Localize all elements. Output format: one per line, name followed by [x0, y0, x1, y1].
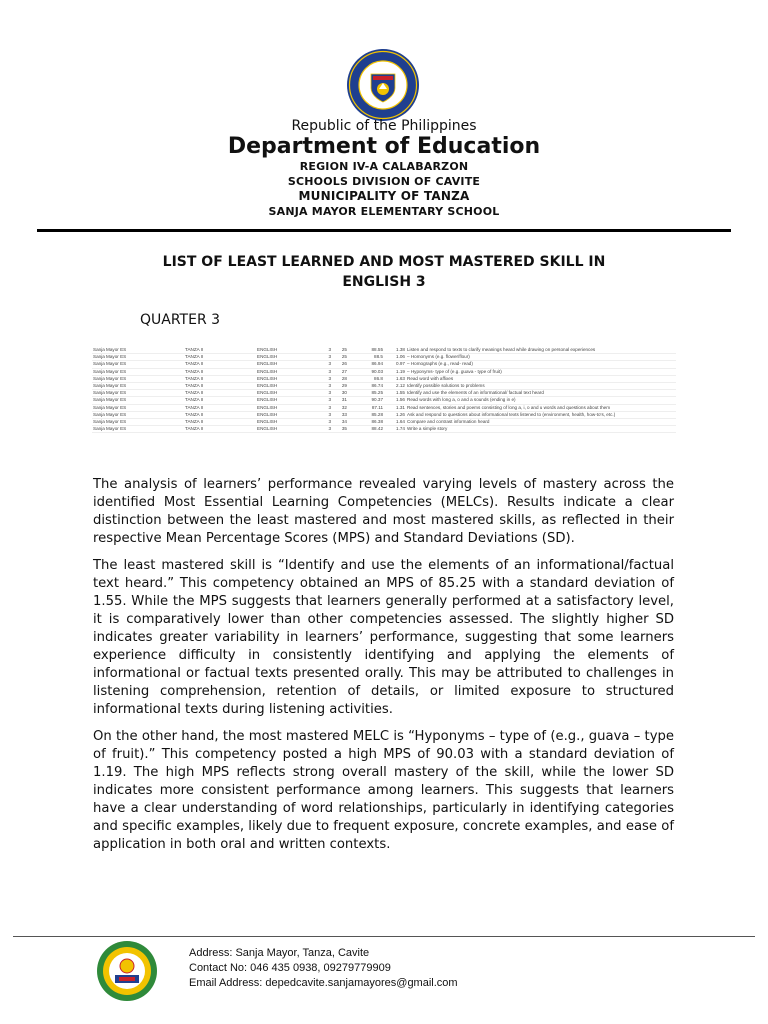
table-cell: Read sentences, stories and poems consisting of long a, i, o and u words and questions about them — [406, 404, 676, 411]
table-cell: 3 — [316, 397, 332, 404]
table-row — [92, 426, 676, 433]
table-cell: ENGLISH — [256, 397, 316, 404]
school-logo — [96, 940, 158, 1002]
table-cell: 1.38 — [384, 347, 406, 354]
republic-heading: Republic of the Philippines — [291, 118, 477, 134]
table-cell: TANZA II — [184, 382, 256, 389]
table-cell: – Hyponyms- type of (e.g. guava - type of fruit) — [406, 368, 676, 375]
title-line-1: LIST OF LEAST LEARNED AND MOST MASTERED SKILL IN — [162, 254, 606, 270]
table-row — [92, 411, 676, 418]
table-cell: Sanja Mayor ES — [92, 418, 184, 425]
table-cell: 3 — [316, 361, 332, 368]
table-cell: 3 — [316, 390, 332, 397]
table-cell: – Homographs (e.g., read- read) — [406, 361, 676, 368]
department-heading: Department of Education — [227, 134, 541, 159]
table-cell: TANZA II — [184, 375, 256, 382]
footer-contact — [189, 946, 458, 991]
table-cell: 32 — [332, 404, 348, 411]
table-cell: Identify possible solutions to problems — [406, 382, 676, 389]
table-cell: Compare and contrast information heard — [406, 418, 676, 425]
municipality-heading: MUNICIPALITY OF TANZA — [298, 189, 470, 203]
table-cell: 29 — [332, 382, 348, 389]
analysis-body — [93, 476, 674, 863]
table-cell: Sanja Mayor ES — [92, 368, 184, 375]
table-cell: Identify and use the elements of an informational/ factual text heard — [406, 390, 676, 397]
table-cell: 88.42 — [348, 426, 384, 433]
table-cell: Sanja Mayor ES — [92, 411, 184, 418]
table-cell: – Homonyms (e.g. flower/flour) — [406, 354, 676, 361]
table-cell: 1.56 — [384, 397, 406, 404]
table-cell: 35 — [332, 426, 348, 433]
table-row — [92, 390, 676, 397]
table-cell: 1.55 — [384, 390, 406, 397]
footer-address: Address: Sanja Mayor, Tanza, Cavite — [189, 947, 370, 959]
table-cell: 0.97 — [384, 361, 406, 368]
table-cell: 2.12 — [384, 382, 406, 389]
table-cell: 85.25 — [348, 390, 384, 397]
table-cell: Sanja Mayor ES — [92, 404, 184, 411]
table-cell: ENGLISH — [256, 368, 316, 375]
table-row — [92, 382, 676, 389]
table-cell: Sanja Mayor ES — [92, 390, 184, 397]
table-row — [92, 354, 676, 361]
paragraph-least-mastered: The least mastered skill is “Identify and use the elements of an informational/factual text heard.” This competency obtained an MPS of 85.25 with a standard deviation of 1.55. While the MPS suggests that learners generally performed at a satisfactory level, it is comparatively lower than other competencies assessed. The slightly higher SD indicates greater variability in learners’ performance, suggesting that some learners experience difficulty in consistently identifying and applying the elements of informational or factual texts presented orally. This may be attributed to challenges in listening comprehension, retention of details, or limited exposure to structured informational texts during listening activities. — [93, 558, 674, 717]
table-cell: Sanja Mayor ES — [92, 426, 184, 433]
table-cell: 31 — [332, 397, 348, 404]
table-cell: ENGLISH — [256, 426, 316, 433]
table-cell: ENGLISH — [256, 411, 316, 418]
table-row — [92, 347, 676, 354]
table-cell: 86.94 — [348, 361, 384, 368]
table-cell: Listen and respond to texts to clarify meanings heard while drawing on personal experiences — [406, 347, 676, 354]
table-cell: Sanja Mayor ES — [92, 361, 184, 368]
table-cell: 28 — [332, 375, 348, 382]
table-cell: 88.55 — [348, 347, 384, 354]
header-divider — [37, 229, 731, 232]
table-cell: 3 — [316, 418, 332, 425]
table-cell: 26 — [332, 361, 348, 368]
table-cell: 88.5 — [348, 354, 384, 361]
footer-divider — [13, 936, 755, 937]
table-cell: 3 — [316, 382, 332, 389]
table-cell: ENGLISH — [256, 361, 316, 368]
table-row — [92, 397, 676, 404]
footer-email: Email Address: depedcavite.sanjamayores@gmail.com — [189, 977, 458, 989]
region-heading: REGION IV-A CALABARZON — [299, 160, 469, 173]
table-cell: 25 — [332, 354, 348, 361]
table-cell: 3 — [316, 354, 332, 361]
document-title — [140, 252, 628, 292]
table-cell: 86.38 — [348, 418, 384, 425]
table-cell: Sanja Mayor ES — [92, 347, 184, 354]
table-cell: Sanja Mayor ES — [92, 375, 184, 382]
table-cell: TANZA II — [184, 404, 256, 411]
table-cell: 86.74 — [348, 382, 384, 389]
table-cell: 3 — [316, 404, 332, 411]
table-cell: Sanja Mayor ES — [92, 382, 184, 389]
table-cell: TANZA II — [184, 426, 256, 433]
deped-seal-logo — [346, 48, 420, 122]
table-cell: ENGLISH — [256, 418, 316, 425]
table-cell: Sanja Mayor ES — [92, 354, 184, 361]
table-cell: TANZA II — [184, 347, 256, 354]
table-cell: 34 — [332, 418, 348, 425]
table-cell: 1.31 — [384, 404, 406, 411]
table-cell: 1.63 — [384, 375, 406, 382]
table-row — [92, 368, 676, 375]
table-cell: ENGLISH — [256, 404, 316, 411]
table-cell: Write a simple story — [406, 426, 676, 433]
table-cell: 86.8 — [348, 375, 384, 382]
table-row — [92, 418, 676, 425]
table-cell: 27 — [332, 368, 348, 375]
mps-table-image — [92, 347, 676, 433]
table-cell: TANZA II — [184, 418, 256, 425]
table-cell: Ask and respond to questions about informational texts listened to (environment, health, how-to's, etc.) — [406, 411, 676, 418]
table-cell: 85.28 — [348, 411, 384, 418]
table-row — [92, 404, 676, 411]
paragraph-intro: The analysis of learners’ performance revealed varying levels of mastery across the identified Most Essential Learning Competencies (MELCs). Results indicate a clear distinction between the least mastered and most mastered skills, as reflected in their respective Mean Percentage Scores (MPS) and Standard Deviations (SD). — [93, 477, 674, 546]
table-row — [92, 361, 676, 368]
table-cell: 3 — [316, 375, 332, 382]
table-cell: 1.06 — [384, 354, 406, 361]
table-cell: 3 — [316, 347, 332, 354]
title-line-2: ENGLISH 3 — [342, 274, 426, 290]
table-cell: ENGLISH — [256, 382, 316, 389]
table-cell: ENGLISH — [256, 390, 316, 397]
table-cell: TANZA II — [184, 368, 256, 375]
table-cell: Read words with long a, o and a sounds (ending in e) — [406, 397, 676, 404]
school-heading: SANJA MAYOR ELEMENTARY SCHOOL — [268, 205, 500, 218]
table-cell: 87.11 — [348, 404, 384, 411]
table-cell: Read word with affixes — [406, 375, 676, 382]
table-cell: 33 — [332, 411, 348, 418]
quarter-label: QUARTER 3 — [140, 312, 221, 328]
paragraph-most-mastered: On the other hand, the most mastered MELC is “Hyponyms – type of (e.g., guava – type of fruit).” This competency posted a high MPS of 90.03 with a standard deviation of 1.19. The high MPS reflects strong overall mastery of the skill, while the lower SD indicates more consistent performance among learners. This suggests that learners have a clear understanding of word relationships, particularly in identifying categories and specific examples, likely due to frequent exposure, concrete examples, and ease of application in both oral and written contexts. — [93, 729, 674, 852]
table-cell: 1.64 — [384, 418, 406, 425]
table-cell: 1.74 — [384, 426, 406, 433]
table-cell: 90.37 — [348, 397, 384, 404]
table-cell: ENGLISH — [256, 347, 316, 354]
table-cell: ENGLISH — [256, 354, 316, 361]
table-cell: 3 — [316, 426, 332, 433]
table-cell: TANZA II — [184, 354, 256, 361]
table-cell: 1.26 — [384, 411, 406, 418]
table-row — [92, 375, 676, 382]
table-cell: 3 — [316, 368, 332, 375]
table-cell: Sanja Mayor ES — [92, 397, 184, 404]
table-cell: 1.19 — [384, 368, 406, 375]
division-heading: SCHOOLS DIVISION OF CAVITE — [287, 175, 481, 188]
table-cell: 30 — [332, 390, 348, 397]
table-cell: TANZA II — [184, 390, 256, 397]
table-cell: ENGLISH — [256, 375, 316, 382]
table-cell: TANZA II — [184, 411, 256, 418]
table-cell: TANZA II — [184, 361, 256, 368]
table-cell: 3 — [316, 411, 332, 418]
table-cell: TANZA II — [184, 397, 256, 404]
table-cell: 90.03 — [348, 368, 384, 375]
table-cell: 25 — [332, 347, 348, 354]
footer-contact-number: Contact No: 046 435 0938, 09279779909 — [189, 962, 391, 974]
